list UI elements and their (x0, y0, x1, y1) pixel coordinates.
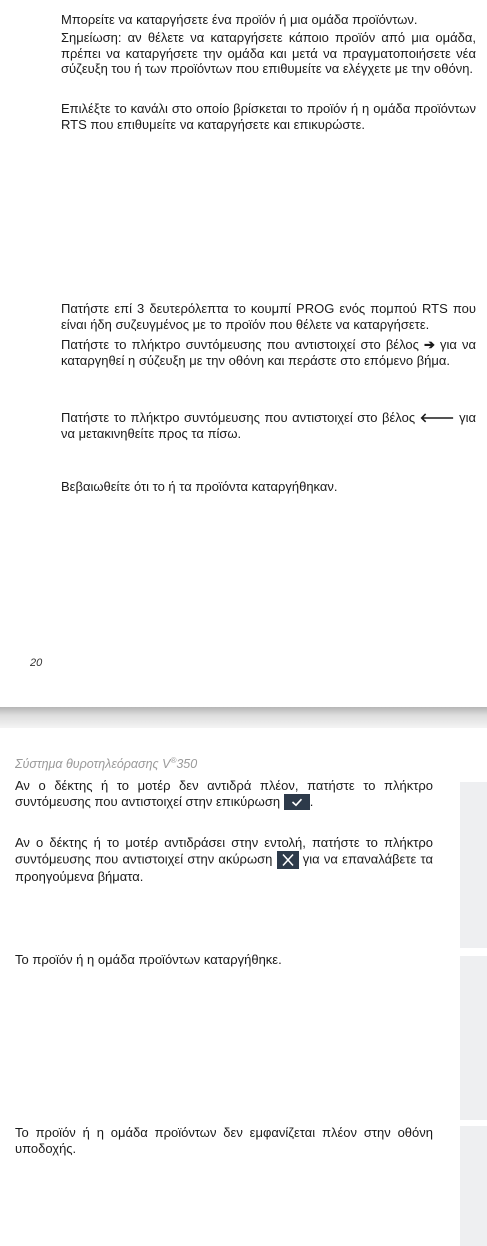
arrow-back-text-before: Πατήστε το πλήκτρο συντόμευσης που αντιστοιχεί στο βέλος (61, 410, 416, 425)
page-number: 20 (30, 657, 43, 669)
arrow-left-icon: 🡐 (419, 410, 455, 425)
arrow-right-icon: ➔ (423, 337, 435, 352)
arrow-back-paragraph (61, 410, 476, 441)
sidebar-panel-2 (460, 956, 487, 1120)
confirm-text-after: . (309, 793, 314, 809)
cancel-text-after: για να επαναλάβετε τα προηγούμενα βήματα. (15, 851, 433, 884)
confirm-paragraph (15, 778, 433, 810)
arrow-forward-paragraph (61, 337, 476, 368)
press-prog-paragraph: Πατήστε επί 3 δευτερόλεπτα το κουμπί PROG ενός πομπού RTS που είναι ήδη συζευγμένος με το προϊόν που θέλετε να καταργήσετε. (61, 301, 476, 332)
arrow-back-text-after: για να μετακινηθείτε προς τα πίσω. (61, 410, 476, 441)
cancel-paragraph (15, 835, 433, 884)
not-shown-paragraph: Το προϊόν ή η ομάδα προϊόντων δεν εμφανίζεται πλέον στην οθόνη υποδοχής. (15, 1125, 433, 1156)
confirm-text-before: Αν ο δέκτης ή το μοτέρ δεν αντιδρά πλέον, πατήστε το πλήκτρο συντόμευσης που αντιστοιχεί στην επικύρωση (15, 778, 433, 809)
close-icon (277, 851, 299, 869)
note-paragraph: Σημείωση: αν θέλετε να καταργήσετε κάποιο προϊόν από μια ομάδα, πρέπει να καταργήσετε την ομάδα και μετά να πραγματοποιήσετε νέα σύζευξη του ή των προϊόντων που επιθυμείτε να ελέγχετε με την οθόνη. (61, 30, 476, 77)
sidebar-panel-1 (460, 782, 487, 948)
page-separator (0, 707, 487, 728)
removed-paragraph: Το προϊόν ή η ομάδα προϊόντων καταργήθηκε. (15, 952, 282, 967)
registered-mark: ® (170, 756, 177, 765)
verify-paragraph: Βεβαιωθείτε ότι το ή τα προϊόντα καταργήθηκαν. (61, 479, 338, 494)
running-title-model: 350 (176, 757, 198, 772)
arrow-forward-text-after: για να καταργηθεί η σύζευξη με την οθόνη και περάστε στο επόμενο βήμα. (61, 337, 476, 368)
arrow-forward-text-before: Πατήστε το πλήκτρο συντόμευσης που αντιστοιχεί στο βέλος (61, 337, 419, 352)
select-channel-paragraph: Επιλέξτε το κανάλι στο οποίο βρίσκεται το προϊόν ή η ομάδα προϊόντων RTS που επιθυμείτε να καταργήσετε και επικυρώστε. (61, 101, 476, 132)
cancel-text-before: Αν ο δέκτης ή το μοτέρ αντιδράσει στην εντολή, πατήστε το πλήκτρο συντόμευσης που αντιστοιχεί στην ακύρωση (15, 835, 433, 867)
check-icon (284, 794, 310, 810)
sidebar-panel-3 (460, 1126, 487, 1246)
running-title-text: Σύστημα θυροτηλεόρασης V (15, 757, 171, 772)
intro-paragraph: Μπορείτε να καταργήσετε ένα προϊόν ή μια ομάδα προϊόντων. (61, 12, 418, 27)
running-title (15, 756, 197, 771)
page-21 (0, 728, 487, 1246)
